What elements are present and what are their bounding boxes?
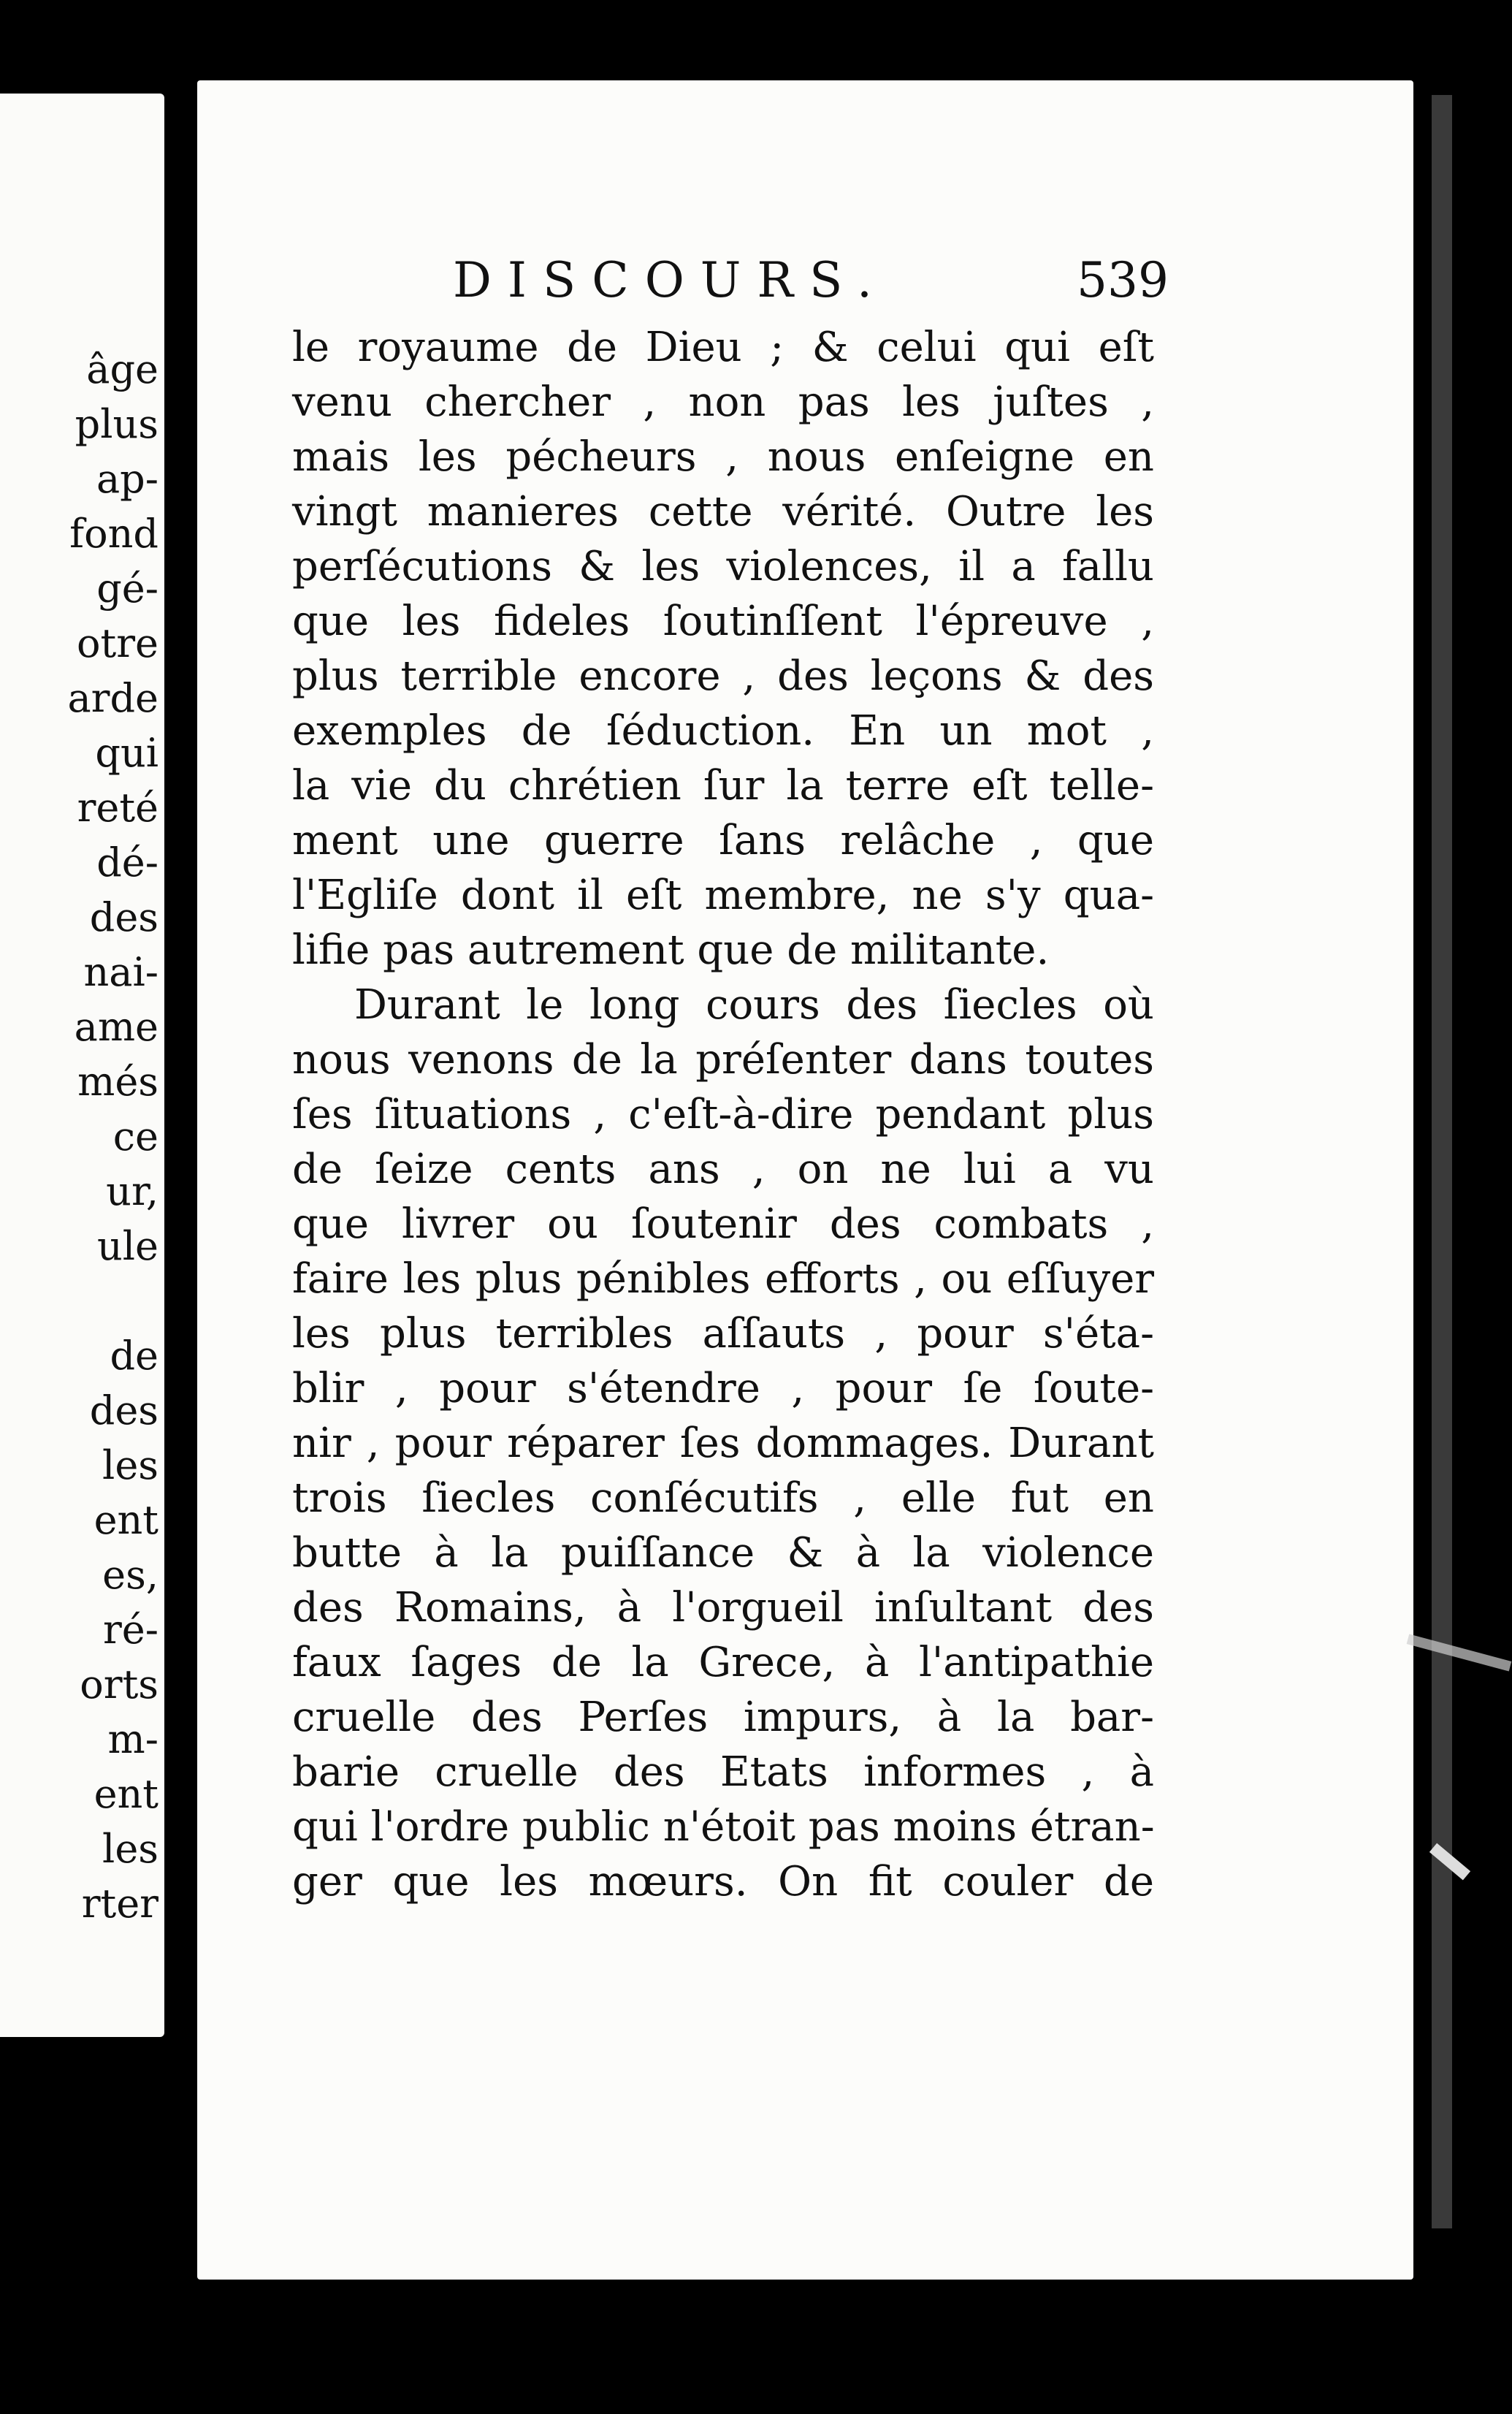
running-head-title: DISCOURS. (453, 252, 888, 308)
left-fragment: des (89, 1387, 159, 1433)
left-fragment (67, 1273, 159, 1328)
text-line: cruelle des Perſes impurs, à la bar- (292, 1694, 1154, 1741)
left-fragment: ule (96, 1223, 159, 1269)
body-text (292, 320, 1154, 1909)
left-fragment: ur, (106, 1168, 159, 1214)
left-fragment: ame (74, 1004, 159, 1050)
left-fragment: nai- (83, 949, 159, 995)
text-line: venu chercher , non pas les juſtes , (292, 378, 1154, 426)
text-line: exemples de ſéduction. En un mot , (292, 707, 1154, 755)
left-fragment: des (89, 894, 159, 940)
text-line: nir , pour réparer ſes dommages. Durant (292, 1420, 1154, 1467)
text-line: la vie du chrétien ſur la terre eſt telle- (292, 762, 1154, 810)
left-fragment: orts (80, 1661, 159, 1707)
text-line: que les fideles ſoutinſſent l'épreuve , (292, 598, 1154, 645)
left-fragment: otre (77, 620, 159, 666)
text-line: Durant le long cours des ſiecles où (354, 981, 1154, 1029)
text-line: nous venons de la préſenter dans toutes (292, 1036, 1154, 1084)
text-line: ger que les mœurs. On fit couler de (292, 1858, 1154, 1905)
text-line: que livrer ou ſoutenir des combats , (292, 1200, 1154, 1248)
text-line: ment une guerre ſans relâche , que (292, 817, 1154, 864)
left-fragment: ent (93, 1497, 159, 1543)
running-head (453, 252, 1169, 311)
left-fragment: plus (75, 401, 159, 447)
page-edge-shadow (1432, 95, 1452, 2228)
text-line: les plus terribles aſſauts , pour s'éta- (292, 1310, 1154, 1358)
text-line: perſécutions & les violences, il a fallu (292, 543, 1154, 590)
left-fragment: fond (69, 511, 159, 557)
left-fragment: ent (93, 1771, 159, 1817)
left-fragment: âge (86, 346, 159, 392)
left-fragment: m- (107, 1716, 159, 1762)
left-fragment: de (110, 1333, 159, 1379)
left-fragment: es, (102, 1552, 159, 1598)
left-facing-page (0, 94, 164, 2037)
text-line: des Romains, à l'orgueil inſultant des (292, 1584, 1154, 1631)
text-line: plus terrible encore , des leçons & des (292, 652, 1154, 700)
left-fragment: gé- (96, 566, 159, 612)
text-line: le royaume de Dieu ; & celui qui eſt (292, 324, 1154, 371)
text-line: l'Egliſe dont il eſt membre, ne s'y qua- (292, 872, 1154, 919)
text-line: barie cruelle des Etats informes , à (292, 1748, 1154, 1796)
text-line: lifie pas autrement que de militante. (292, 926, 1050, 974)
text-line: vingt manieres cette vérité. Outre les (292, 488, 1154, 536)
left-fragment: les (102, 1442, 159, 1488)
left-fragment: arde (67, 675, 159, 721)
left-page-fragments (67, 342, 159, 1931)
text-line: faux ſages de la Grece, à l'antipathie (292, 1639, 1154, 1686)
text-line: faire les plus pénibles efforts , ou eſſuyer (292, 1255, 1154, 1303)
left-fragment: les (102, 1826, 159, 1872)
left-fragment: ré- (102, 1607, 159, 1653)
scan-artifact (1407, 1634, 1512, 1671)
left-fragment: més (77, 1059, 159, 1105)
text-line: blir , pour s'étendre , pour ſe ſoute- (292, 1365, 1154, 1412)
page-number: 539 (1077, 252, 1169, 308)
left-fragment: qui (95, 730, 159, 776)
text-line: butte à la puiſſance & à la violence (292, 1529, 1154, 1577)
text-line: de ſeize cents ans , on ne lui a vu (292, 1146, 1154, 1193)
left-fragment: reté (77, 785, 159, 831)
text-line: mais les pécheurs , nous enſeigne en (292, 433, 1154, 481)
text-line: qui l'ordre public n'étoit pas moins étran- (292, 1803, 1155, 1851)
left-fragment: dé- (96, 839, 159, 886)
text-line: ſes ſituations , c'eſt-à-dire pendant plus (292, 1091, 1154, 1138)
left-fragment: rter (81, 1881, 159, 1927)
left-fragment: ce (112, 1113, 159, 1160)
text-line: trois ſiecles conſécutifs , elle fut en (292, 1474, 1154, 1522)
left-fragment: ap- (96, 456, 159, 502)
